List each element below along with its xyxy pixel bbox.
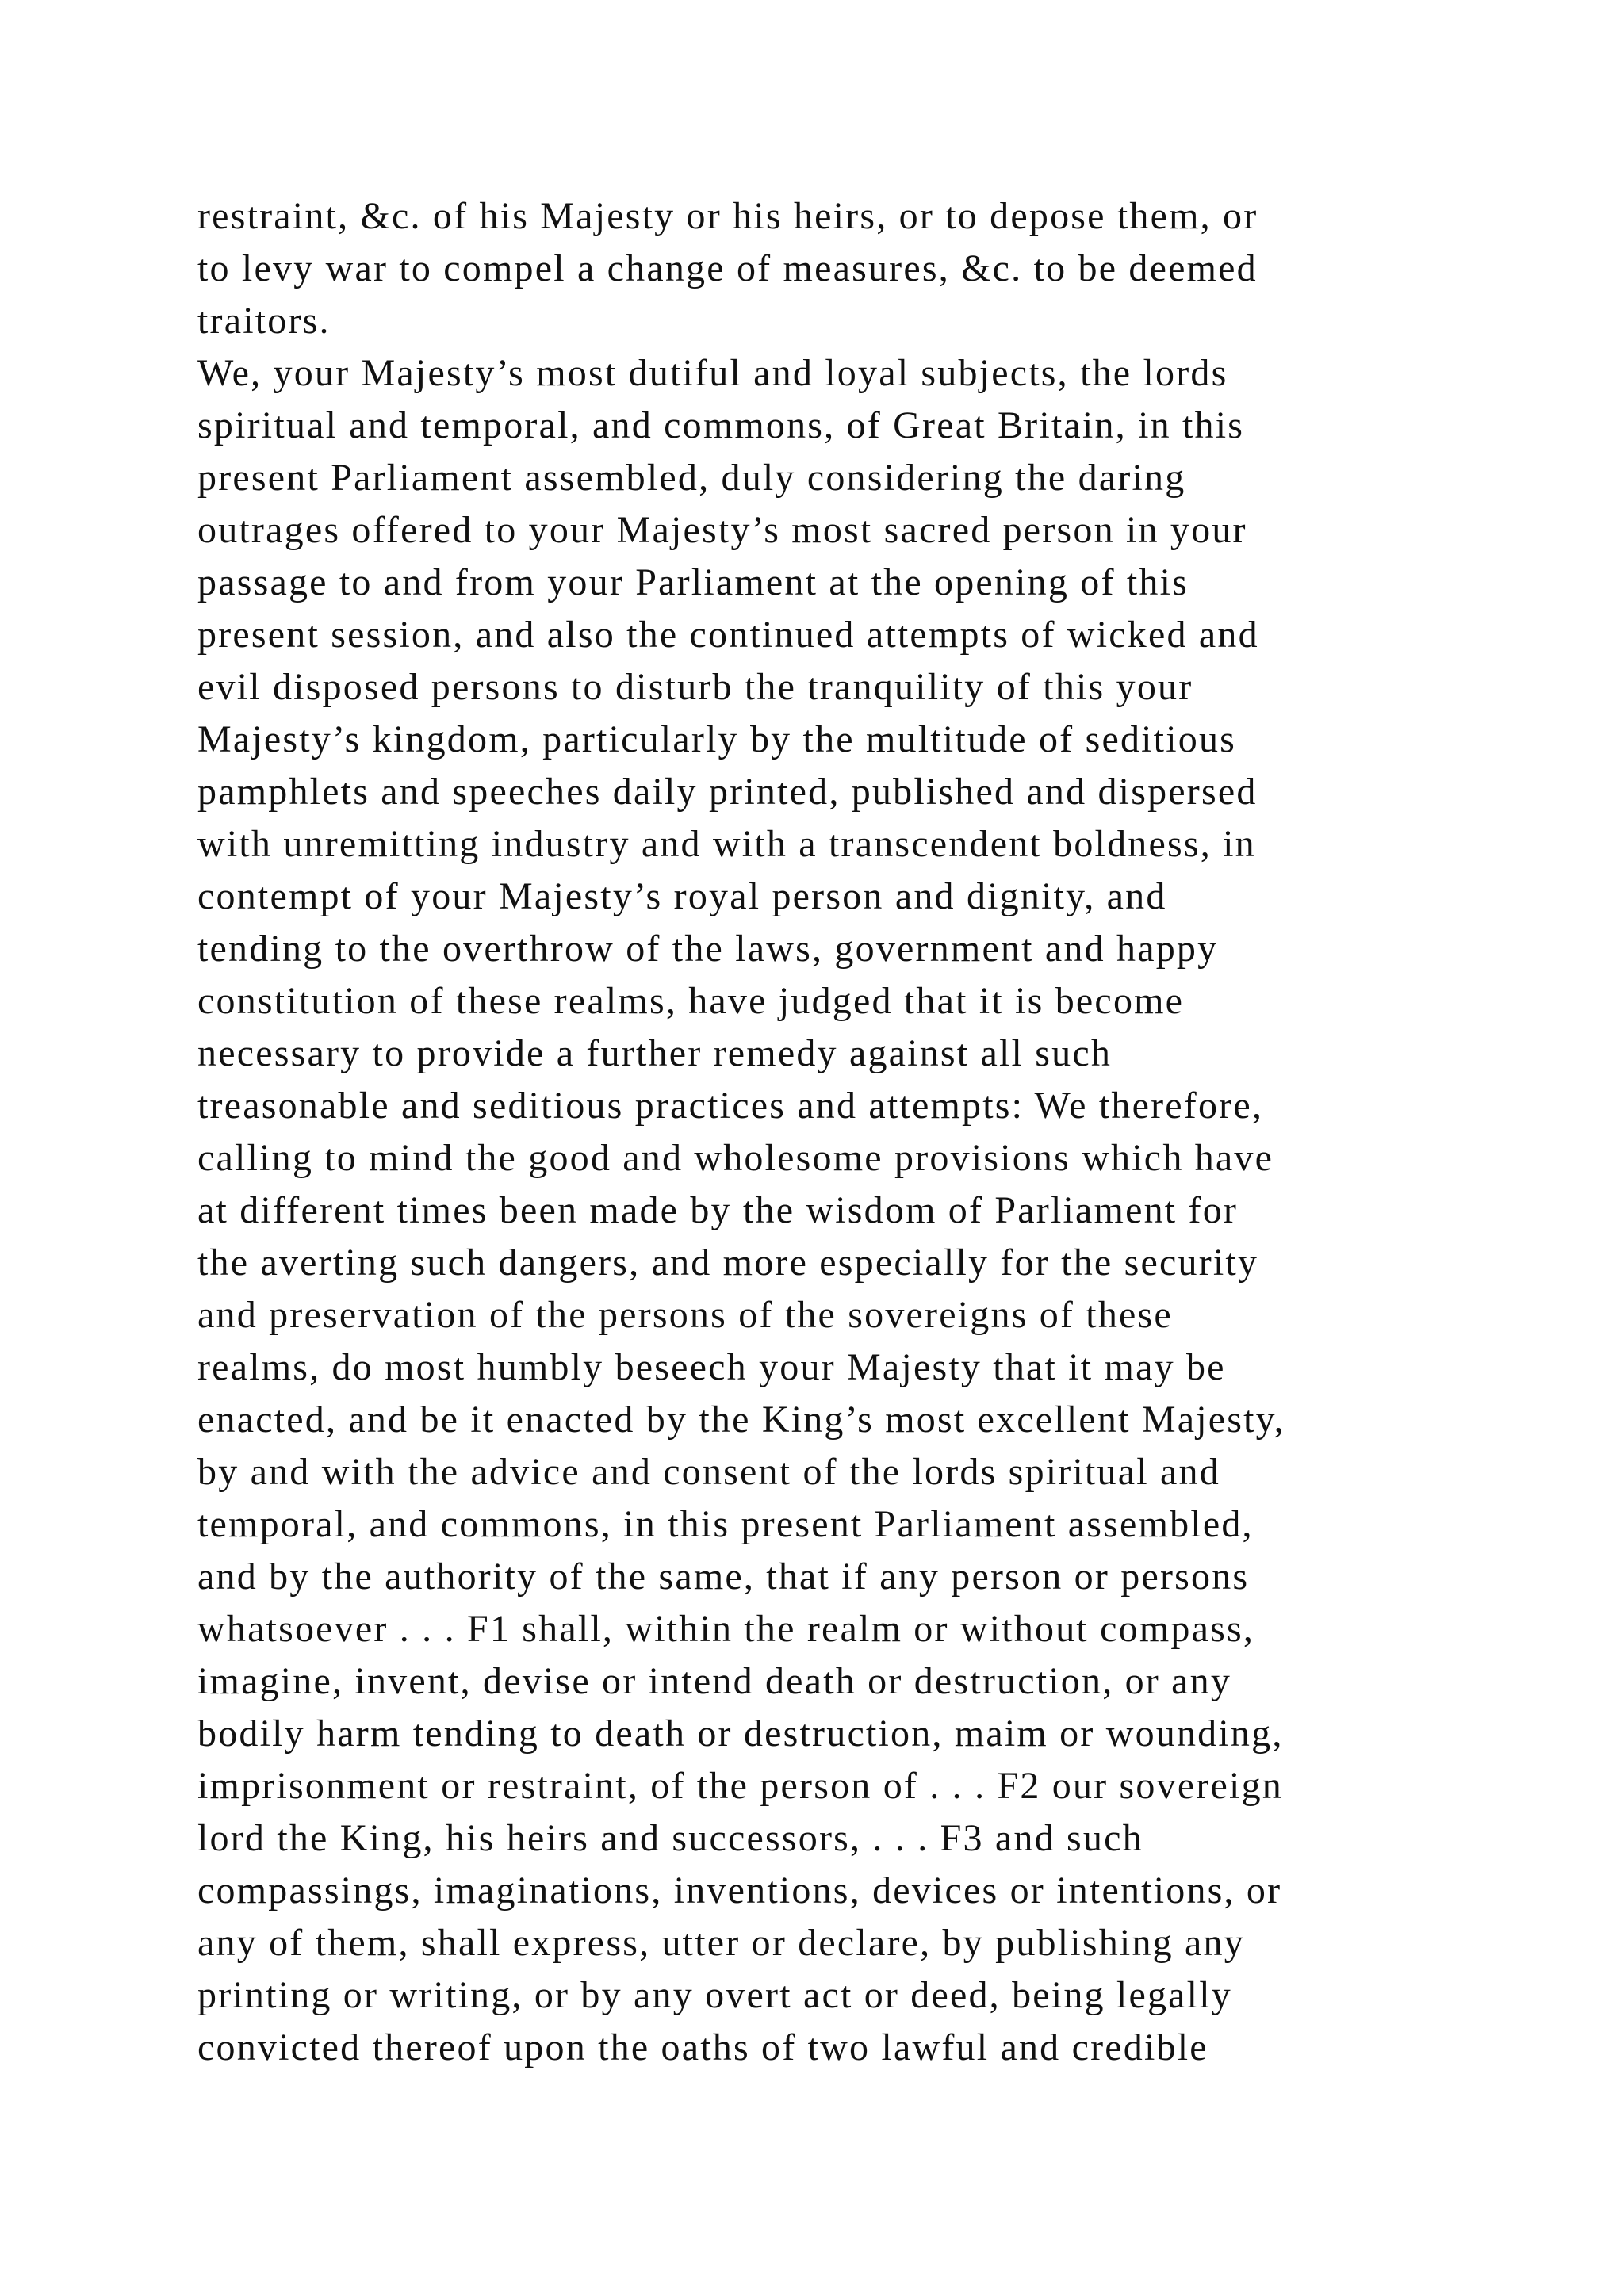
text-line: contempt of your Majesty’s royal person and dignity, and	[197, 875, 1167, 917]
text-line: necessary to provide a further remedy against all such	[197, 1032, 1113, 1074]
text-line: imprisonment or restraint, of the person of . . . F2 our sovereign	[197, 1765, 1283, 1807]
text-line: the averting such dangers, and more especially for the security	[197, 1242, 1259, 1284]
text-line: present session, and also the continued attempts of wicked and	[197, 614, 1259, 656]
text-line: restraint, &c. of his Majesty or his heirs, or to depose them, or	[197, 195, 1258, 237]
text-line: realms, do most humbly beseech your Majesty that it may be	[197, 1346, 1226, 1388]
text-line: convicted thereof upon the oaths of two lawful and credible	[197, 2026, 1208, 2068]
text-line: temporal, and commons, in this present Parliament assembled,	[197, 1503, 1254, 1545]
text-line: passage to and from your Parliament at the opening of this	[197, 561, 1189, 603]
text-line: present Parliament assembled, duly considering the daring	[197, 457, 1186, 499]
text-line: imagine, invent, devise or intend death or destruction, or any	[197, 1660, 1232, 1702]
text-line: outrages offered to your Majesty’s most sacred person in your	[197, 509, 1247, 551]
text-line: compassings, imaginations, inventions, devices or intentions, or	[197, 1869, 1282, 1911]
text-line: printing or writing, or by any overt act or deed, being legally	[197, 1974, 1232, 2016]
text-line: enacted, and be it enacted by the King’s most excellent Majesty,	[197, 1399, 1285, 1441]
text-line: to levy war to compel a change of measures, &c. to be deemed	[197, 247, 1258, 289]
text-line: traitors.	[197, 300, 331, 342]
text-line: constitution of these realms, have judged that it is become	[197, 980, 1185, 1022]
body-text	[197, 190, 1482, 2074]
text-line: with unremitting industry and with a transcendent boldness, in	[197, 823, 1256, 865]
text-line: and by the authority of the same, that if any person or persons	[197, 1556, 1250, 1598]
text-line: tending to the overthrow of the laws, government and happy	[197, 928, 1219, 970]
text-line: and preservation of the persons of the sovereigns of these	[197, 1294, 1173, 1336]
text-line: any of them, shall express, utter or declare, by publishing any	[197, 1922, 1245, 1964]
text-line: We, your Majesty’s most dutiful and loyal subjects, the lords	[197, 352, 1228, 394]
text-line: at different times been made by the wisdom of Parliament for	[197, 1189, 1239, 1231]
text-line: whatsoever . . . F1 shall, within the realm or without compass,	[197, 1608, 1255, 1650]
text-line: bodily harm tending to death or destruction, maim or wounding,	[197, 1712, 1284, 1755]
text-line: lord the King, his heirs and successors, . . . F3 and such	[197, 1817, 1143, 1859]
text-line: pamphlets and speeches daily printed, published and dispersed	[197, 771, 1258, 813]
text-line: calling to mind the good and wholesome provisions which have	[197, 1137, 1274, 1179]
text-line: evil disposed persons to disturb the tranquility of this your	[197, 666, 1193, 708]
text-line: spiritual and temporal, and commons, of Great Britain, in this	[197, 404, 1245, 446]
text-line: Majesty’s kingdom, particularly by the multitude of seditious	[197, 718, 1237, 760]
text-line: by and with the advice and consent of the lords spiritual and	[197, 1451, 1220, 1493]
text-line: treasonable and seditious practices and attempts: We therefore,	[197, 1085, 1264, 1127]
